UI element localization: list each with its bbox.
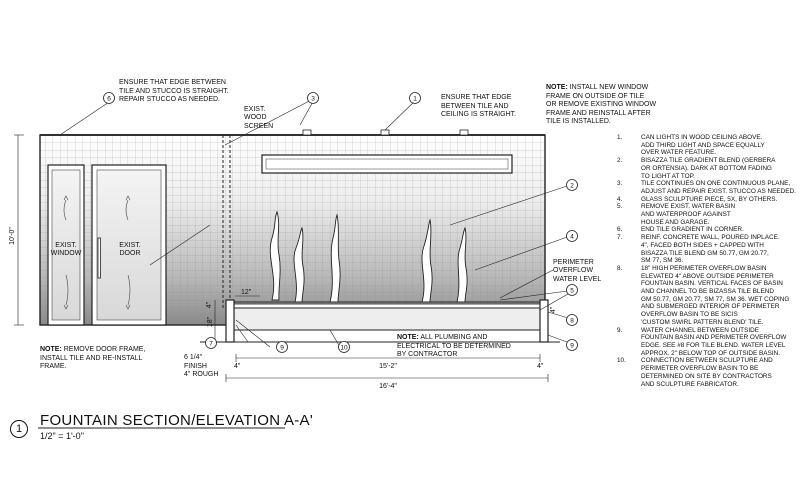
can-light-1 <box>303 130 311 135</box>
drawing-title: FOUNTAIN SECTION/ELEVATION A-A' <box>40 412 314 429</box>
dim-4d: 4" <box>550 306 557 314</box>
dim-4b: 4" <box>234 363 241 370</box>
callout-1: 1 <box>413 95 417 103</box>
callout-9b: 9 <box>570 342 574 350</box>
legend-notes <box>617 134 799 388</box>
legend-note: 7. REINF. CONCRETE WALL, POURED INPLACE. 4", FACED BOTH SIDES + CAPPED WITH BISAZZA TILE BLEND GM 50.77, GM 20.77, SM 77, SM 36. <box>617 234 780 265</box>
label-exist-door: EXIST. DOOR <box>119 242 141 258</box>
new-window-frame <box>262 155 512 173</box>
callout-4: 4 <box>570 233 574 241</box>
can-light-3 <box>460 130 468 135</box>
legend-note: 10. CONNECTION BETWEEN SCULPTURE AND PERIMETER OVERFLOW BASIN TO BE DETERMINED ON SITE BY CONTRACTORS AND SCULPTURE FABRICATOR. <box>617 357 773 388</box>
callout-3: 3 <box>311 95 315 103</box>
can-light-2 <box>381 130 389 135</box>
label-perimeter-overflow: PERIMETER OVERFLOW WATER LEVEL <box>553 259 602 283</box>
legend-note: 1. CAN LIGHTS IN WOOD CEILING ABOVE. ADD THIRD LIGHT AND SPACE EQUALLY OVER WATER FEATURE. <box>617 134 765 157</box>
note-tile-ceiling: ENSURE THAT EDGE BETWEEN TILE AND CEILING IS STRAIGHT. <box>441 94 517 119</box>
legend-note: 8. 18" HIGH PERIMETER OVERFLOW BASIN ELEVATED 4" ABOVE OUTSIDE PERIMETER FOUNTAIN BASIN. VERTICAL FACES OF BASIN AND CHANNEL TO BE BIZASSA TILE BLEND GM 50.77, GM 20.77, SM 77, SM 36. WET COPING AND SUBMERGED INTERIOR OF PERIMETER OVERFLOW BASIN TO BE SICIS 'CUSTOM SWIRL PATTERN BLEND' TILE. <box>617 264 790 326</box>
dim-4c: 4" <box>537 363 544 370</box>
callout-8: 8 <box>570 317 574 325</box>
callout-5: 5 <box>570 287 574 295</box>
callout-6: 6 <box>107 95 111 103</box>
dim-4a: 4" <box>206 301 213 309</box>
dim-finish: 6 1/4" FINISH 4" ROUGH <box>184 354 219 378</box>
note-window-frame: NOTE: INSTALL NEW WINDOW FRAME ON OUTSIDE OF TILE OR REMOVE EXISTING WINDOW FRAME AND REINSTALL AFTER TILE IS INSTALLED. <box>546 84 657 126</box>
callout-7: 7 <box>209 340 213 348</box>
dim-outer: 16'-4" <box>379 383 397 390</box>
label-wood-screen: EXIST. WOOD SCREEN <box>244 106 274 130</box>
title-number: 1 <box>10 420 28 438</box>
dim-12: 12" <box>241 289 252 296</box>
note-plumbing: NOTE: ALL PLUMBING AND ELECTRICAL TO BE DETERMINED BY CONTRACTOR <box>397 334 511 359</box>
dim-height: 10'-0" <box>9 227 16 245</box>
legend-note: 5. REMOVE EXIST. WATER BASIN AND WATERPROOF AGAINST HOUSE AND GARAGE. <box>617 203 736 226</box>
legend-note: 4. GLASS SCULPTURE PIECE, 5X, BY OTHERS. <box>617 195 778 203</box>
note-tile-stucco: ENSURE THAT EDGE BETWEEN TILE AND STUCCO IS STRAIGHT. REPAIR STUCCO AS NEEDED. <box>119 79 229 104</box>
callout-10: 10 <box>340 344 348 352</box>
legend-note: 6. END TILE GRADIENT IN CORNER. <box>617 226 744 234</box>
door-handle <box>98 238 101 278</box>
callout-9a: 9 <box>280 344 284 352</box>
legend-note: 2. BISAZZA TILE GRADIENT BLEND (GERBERA OR ORTENSIA). DARK AT BOTTOM FADING TO LIGHT AT TOP. <box>617 157 776 180</box>
dim-inner: 15'-2" <box>379 363 397 370</box>
drawing-scale: 1/2" = 1'-0" <box>40 431 84 441</box>
note-door-frame: NOTE: REMOVE DOOR FRAME, INSTALL TILE AND RE-INSTALL FRAME. <box>40 346 146 371</box>
legend-note: 3. TILE CONTINUES ON ONE CONTINUOUS PLANE, ADJUST AND REPAIR EXIST. STUCCO AS NEEDED. <box>617 180 796 195</box>
dim-18: 18" <box>207 316 214 328</box>
legend-note: 9. WATER CHANNEL BETWEEN OUTSIDE FOUNTAIN BASIN AND PERIMETER OVERFLOW EDGE. SEE #8 FOR TILE BLEND. WATER LEVEL APPROX. 2" BELOW TOP OF OUTSIDE BASIN. <box>617 326 787 357</box>
label-exist-window: EXIST. WINDOW <box>50 242 82 258</box>
callout-2: 2 <box>570 182 574 190</box>
